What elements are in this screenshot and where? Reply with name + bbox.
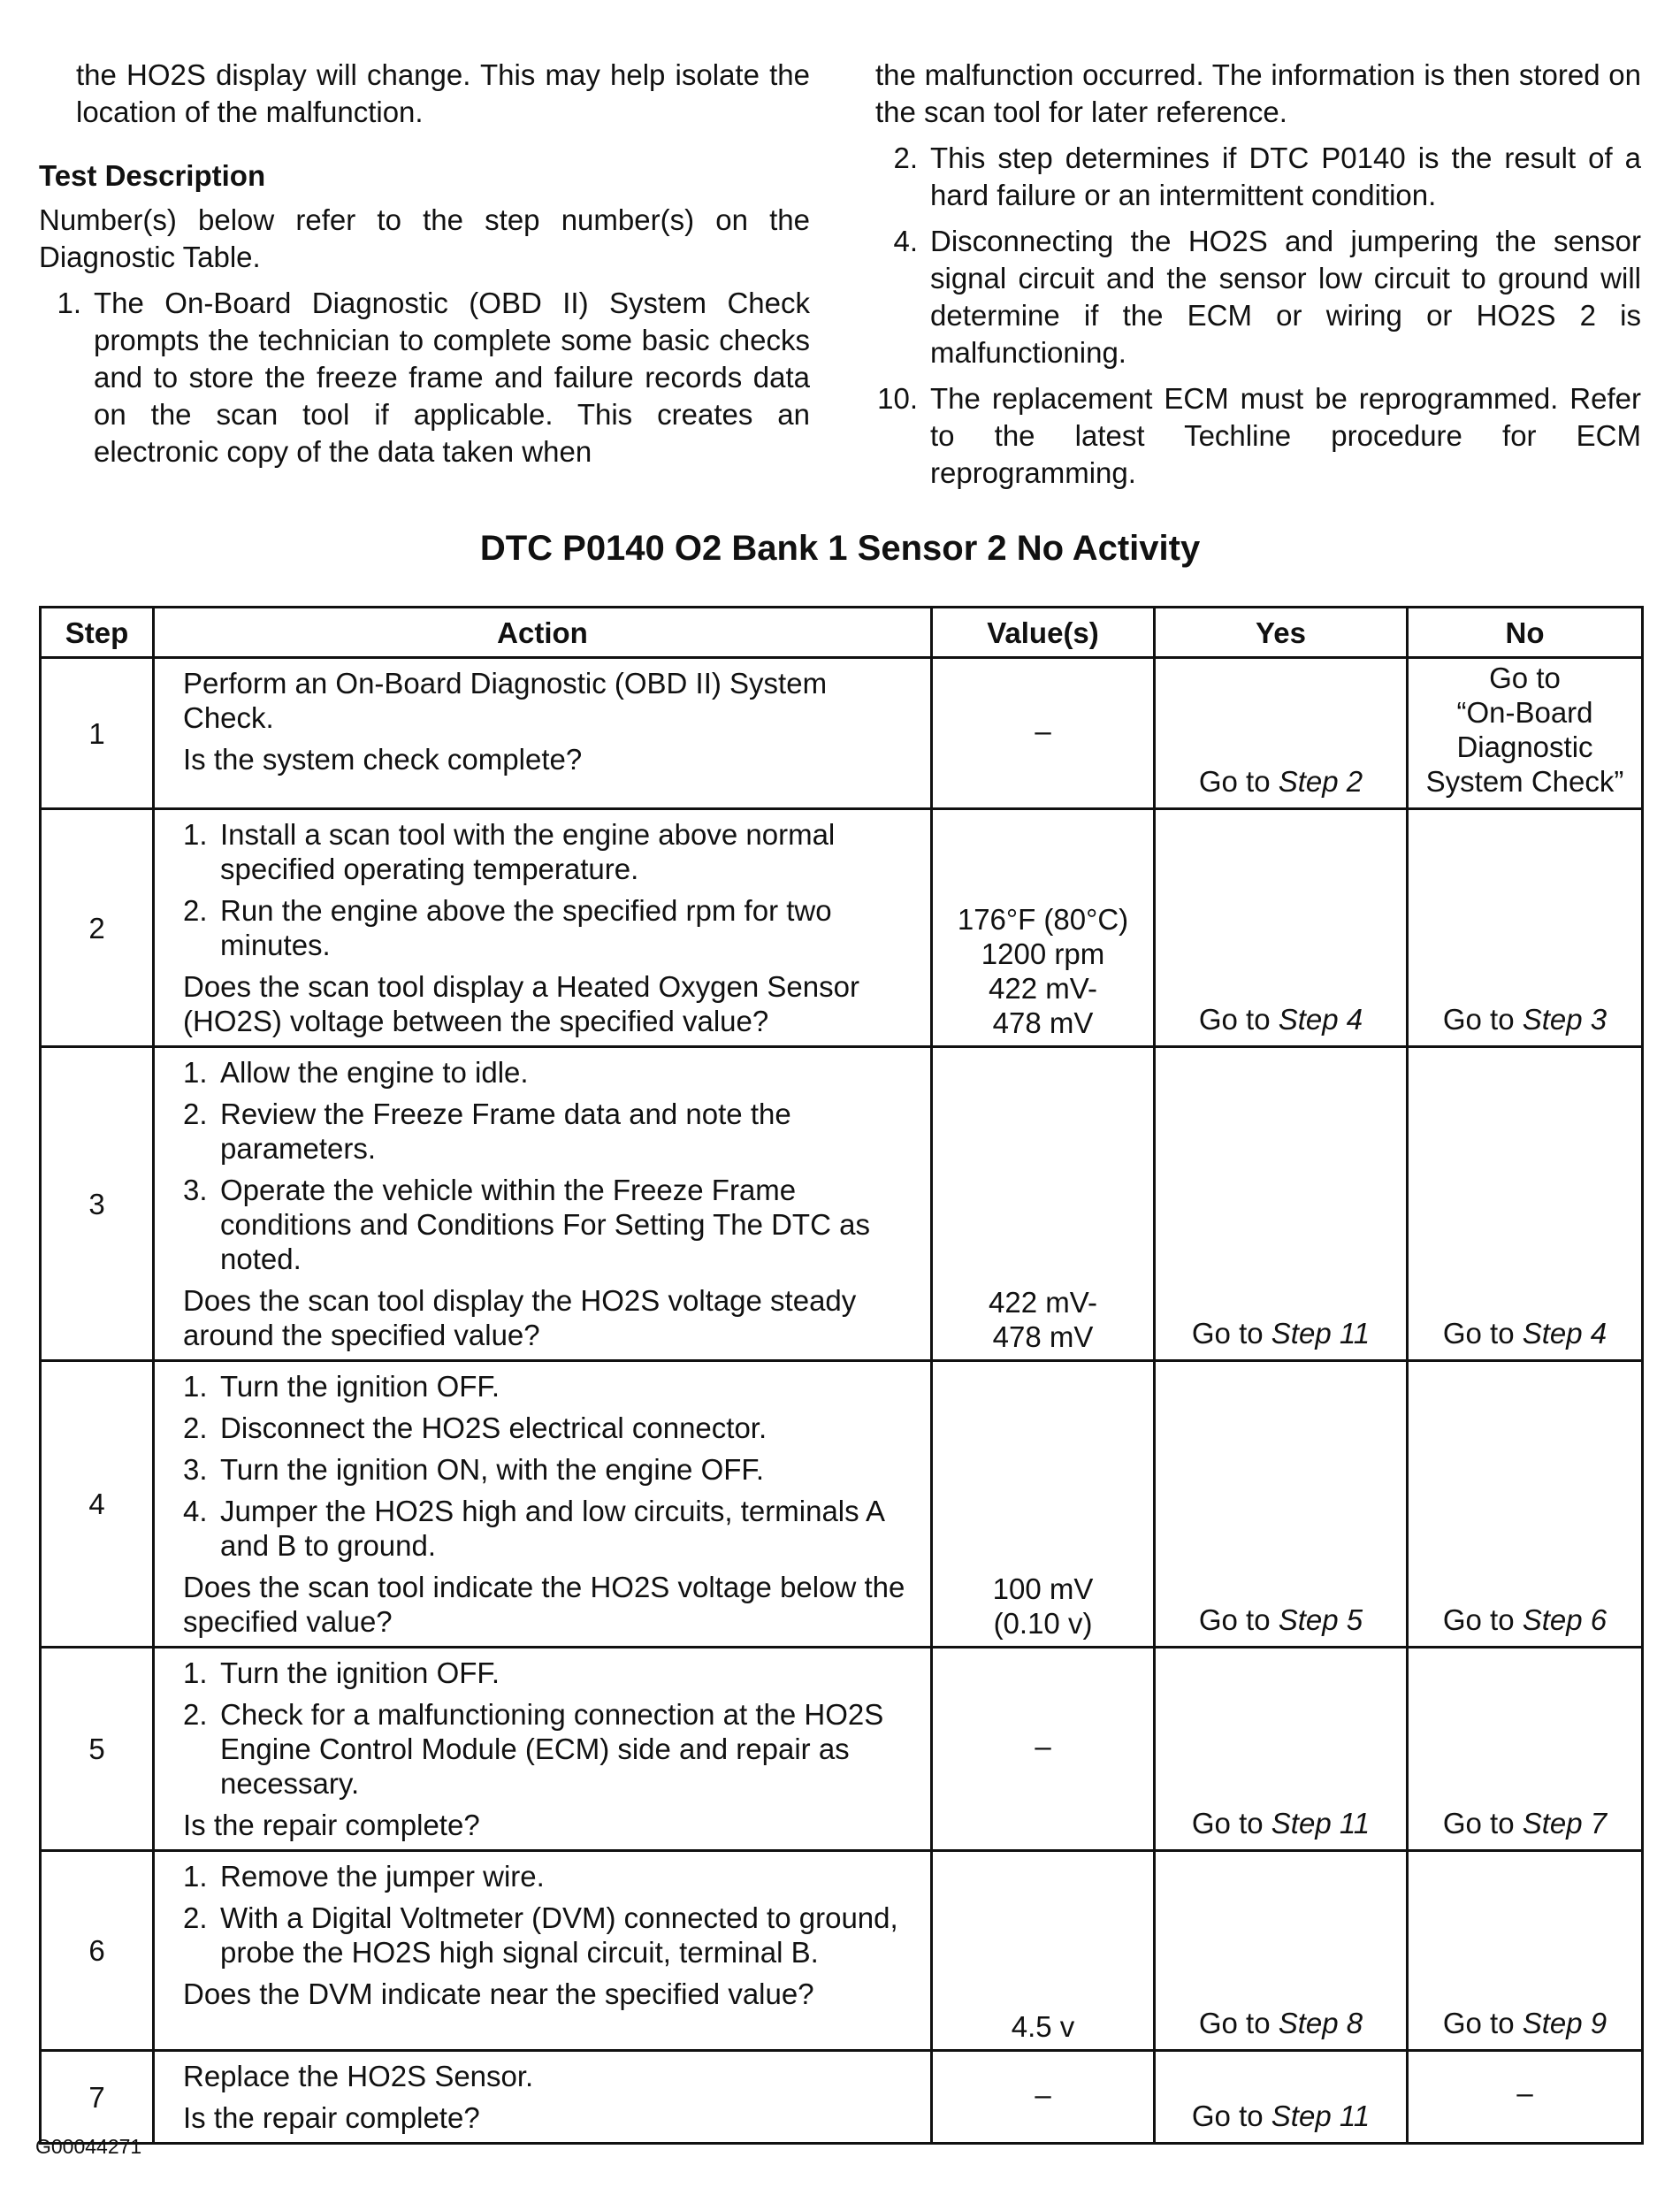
action-steps-list bbox=[183, 1055, 913, 1276]
list-item bbox=[39, 285, 810, 470]
step-word: Step bbox=[1522, 1317, 1583, 1350]
action-step-number: 1. bbox=[183, 818, 208, 851]
step-ref: 11 bbox=[1339, 1807, 1371, 1840]
list-item-number: 10. bbox=[877, 382, 918, 415]
action-steps-list bbox=[183, 2059, 913, 2093]
list-item-text: The On-Board Diagnostic (OBD II) System Check prompts the technician to complete some basic checks and to store the freeze frame and failure records data on the scan tool if applicable. This creates an electronic copy of the data taken when bbox=[94, 287, 810, 468]
value-cell bbox=[932, 2051, 1155, 2144]
yes-cell bbox=[1155, 1648, 1408, 1851]
action-step-number: 1. bbox=[183, 1370, 208, 1403]
no-cell bbox=[1408, 809, 1643, 1047]
action-step bbox=[183, 1859, 913, 1893]
go-to-text: Go to bbox=[1442, 1807, 1515, 1840]
action-step-number: 1. bbox=[183, 1656, 208, 1689]
left-text-column bbox=[39, 57, 810, 479]
yes-cell bbox=[1155, 1851, 1408, 2051]
step-ref: 4 bbox=[1590, 1317, 1607, 1350]
action-step-number: 2. bbox=[183, 1098, 208, 1130]
header-values: Value(s) bbox=[932, 608, 1155, 658]
action-step bbox=[183, 1411, 913, 1445]
step-ref: 5 bbox=[1346, 1603, 1363, 1636]
test-description-paragraph: Number(s) below refer to the step number(s) on the Diagnostic Table. bbox=[39, 203, 810, 273]
header-step: Step bbox=[41, 608, 154, 658]
value-cell bbox=[932, 1047, 1155, 1361]
value-line: – bbox=[1035, 714, 1051, 747]
step-word: Step bbox=[1522, 2007, 1583, 2039]
action-question: Does the scan tool indicate the HO2S voltage below the specified value? bbox=[183, 1571, 905, 1638]
figure-code: G00044271 bbox=[35, 2135, 142, 2158]
value-line: – bbox=[1035, 2077, 1051, 2111]
action-cell bbox=[154, 1047, 932, 1361]
action-step-text: Operate the vehicle within the Freeze Frame conditions and Conditions For Setting The DTC as noted. bbox=[220, 1174, 870, 1275]
step-word: Step bbox=[1278, 1603, 1339, 1636]
action-step-text: Check for a malfunctioning connection at the HO2S Engine Control Module (ECM) side and repair as necessary. bbox=[220, 1698, 884, 1800]
go-to-text: Go to bbox=[1198, 2007, 1271, 2039]
value-cell bbox=[932, 1361, 1155, 1648]
no-cell bbox=[1408, 1047, 1643, 1361]
action-cell bbox=[154, 1361, 932, 1648]
left-intro-paragraph: the HO2S display will change. This may help isolate the location of the malfunction. bbox=[76, 58, 810, 128]
step-word: Step bbox=[1522, 1003, 1583, 1036]
go-to-text: Go to bbox=[1198, 1603, 1271, 1636]
action-step-text: Perform an On-Board Diagnostic (OBD II) System Check. bbox=[183, 667, 828, 734]
step-ref: 6 bbox=[1590, 1603, 1607, 1636]
action-step-text: Install a scan tool with the engine above normal specified operating temperature. bbox=[220, 818, 836, 885]
no-cell bbox=[1408, 1851, 1643, 2051]
value-cell bbox=[932, 1851, 1155, 2051]
list-item-text: The replacement ECM must be reprogrammed. Refer to the latest Techline procedure for ECM reprogramming. bbox=[930, 382, 1641, 489]
step-word: Step bbox=[1271, 1807, 1332, 1840]
step-number: 3 bbox=[41, 1047, 154, 1361]
action-steps-list bbox=[183, 1369, 913, 1563]
step-ref: 3 bbox=[1590, 1003, 1607, 1036]
step-word: Step bbox=[1278, 2007, 1339, 2039]
action-step-number: 1. bbox=[183, 1860, 208, 1893]
step-word: Step bbox=[1278, 765, 1339, 798]
value-line: – bbox=[1035, 1730, 1051, 1763]
action-step-text: With a Digital Voltmeter (DVM) connected to ground, probe the HO2S high signal circuit, terminal B. bbox=[220, 1901, 898, 1969]
no-cell bbox=[1408, 658, 1643, 809]
yes-cell bbox=[1155, 1361, 1408, 1648]
list-item-number: 1. bbox=[57, 287, 81, 319]
yes-cell bbox=[1155, 809, 1408, 1047]
action-step-text: Turn the ignition OFF. bbox=[220, 1370, 500, 1403]
go-to-text: Go to bbox=[1442, 1603, 1515, 1636]
action-step-text: Review the Freeze Frame data and note the parameters. bbox=[220, 1098, 791, 1165]
test-description-heading: Test Description bbox=[39, 159, 266, 192]
action-step-text: Run the engine above the specified rpm for two minutes. bbox=[220, 894, 832, 961]
action-step bbox=[183, 893, 913, 962]
no-line: – bbox=[1516, 2076, 1533, 2109]
table-row bbox=[41, 1648, 1643, 1851]
table-row bbox=[41, 1361, 1643, 1648]
action-question: Does the scan tool display the HO2S voltage steady around the specified value? bbox=[183, 1284, 857, 1351]
header-no: No bbox=[1408, 608, 1643, 658]
action-question: Is the repair complete? bbox=[183, 2101, 480, 2134]
action-step bbox=[183, 1055, 913, 1090]
action-step-number: 1. bbox=[183, 1056, 208, 1089]
value-cell bbox=[932, 809, 1155, 1047]
action-step bbox=[183, 1173, 913, 1276]
action-step-number: 4. bbox=[183, 1495, 208, 1527]
action-step bbox=[183, 666, 913, 735]
no-line: Diagnostic bbox=[1456, 731, 1593, 763]
action-step-text: Turn the ignition OFF. bbox=[220, 1656, 500, 1689]
action-cell bbox=[154, 1851, 932, 2051]
no-line: System Check” bbox=[1425, 765, 1624, 798]
step-ref: 9 bbox=[1590, 2007, 1607, 2039]
left-numbered-list bbox=[39, 285, 810, 470]
action-step-text: Disconnect the HO2S electrical connector. bbox=[220, 1411, 767, 1444]
action-step bbox=[183, 1494, 913, 1563]
table-body bbox=[41, 658, 1643, 2144]
table-row bbox=[41, 809, 1643, 1047]
action-step bbox=[183, 1369, 913, 1404]
step-ref: 11 bbox=[1339, 2100, 1371, 2132]
yes-cell bbox=[1155, 1047, 1408, 1361]
action-step-text: Allow the engine to idle. bbox=[220, 1056, 529, 1089]
step-word: Step bbox=[1271, 1317, 1332, 1350]
value-cell bbox=[932, 658, 1155, 809]
table-title: DTC P0140 O2 Bank 1 Sensor 2 No Activity bbox=[479, 529, 1201, 568]
no-line: Go to bbox=[1489, 662, 1561, 694]
action-step-number: 2. bbox=[183, 894, 208, 927]
yes-cell bbox=[1155, 2051, 1408, 2144]
list-item-text: Disconnecting the HO2S and jumpering the sensor signal circuit and the sensor low circuit to ground will determine if the ECM or wiring or HO2S 2 is malfunctioning. bbox=[930, 225, 1641, 369]
step-number: 6 bbox=[41, 1851, 154, 2051]
action-steps-list bbox=[183, 817, 913, 962]
action-step-text: Replace the HO2S Sensor. bbox=[183, 2060, 534, 2092]
action-cell bbox=[154, 658, 932, 809]
yes-cell bbox=[1155, 658, 1408, 809]
list-item bbox=[875, 140, 1641, 214]
step-ref: 2 bbox=[1346, 765, 1363, 798]
action-cell bbox=[154, 2051, 932, 2144]
value-line: 176°F (80°C) bbox=[957, 903, 1129, 936]
go-to-text: Go to bbox=[1442, 2007, 1515, 2039]
action-cell bbox=[154, 809, 932, 1047]
step-ref: 8 bbox=[1346, 2007, 1363, 2039]
right-intro-paragraph: the malfunction occurred. The information is then stored on the scan tool for later reference. bbox=[875, 58, 1641, 128]
table-header-row bbox=[41, 608, 1643, 658]
go-to-text: Go to bbox=[1191, 1807, 1264, 1840]
action-question: Is the system check complete? bbox=[183, 743, 583, 776]
diagnostic-table bbox=[39, 606, 1644, 2145]
step-ref: 7 bbox=[1590, 1807, 1607, 1840]
right-text-column bbox=[875, 57, 1641, 501]
list-item-number: 2. bbox=[893, 142, 918, 174]
right-numbered-list bbox=[875, 140, 1641, 492]
value-line: (0.10 v) bbox=[993, 1607, 1093, 1640]
value-cell bbox=[932, 1648, 1155, 1851]
action-step-number: 2. bbox=[183, 1411, 208, 1444]
table-row bbox=[41, 1851, 1643, 2051]
step-word: Step bbox=[1271, 2100, 1332, 2132]
action-steps-list bbox=[183, 1859, 913, 1970]
step-number: 5 bbox=[41, 1648, 154, 1851]
go-to-text: Go to bbox=[1198, 765, 1271, 798]
step-number: 2 bbox=[41, 809, 154, 1047]
list-item bbox=[875, 223, 1641, 371]
action-question: Does the DVM indicate near the specified value? bbox=[183, 1977, 814, 2010]
action-step bbox=[183, 1697, 913, 1801]
go-to-text: Go to bbox=[1191, 1317, 1264, 1350]
step-ref: 11 bbox=[1339, 1317, 1371, 1350]
list-item-text: This step determines if DTC P0140 is the result of a hard failure or an intermittent condition. bbox=[930, 142, 1641, 211]
action-step bbox=[183, 1097, 913, 1166]
action-step-text: Remove the jumper wire. bbox=[220, 1860, 545, 1893]
value-line: 100 mV bbox=[992, 1572, 1094, 1605]
step-number: 4 bbox=[41, 1361, 154, 1648]
table-row bbox=[41, 658, 1643, 809]
step-number: 1 bbox=[41, 658, 154, 809]
action-step bbox=[183, 2059, 913, 2093]
value-line: 422 mV- bbox=[989, 1286, 1097, 1319]
list-item bbox=[875, 380, 1641, 492]
table-row bbox=[41, 2051, 1643, 2144]
value-line: 478 mV bbox=[992, 1320, 1094, 1353]
action-step bbox=[183, 1901, 913, 1970]
value-line: 1200 rpm bbox=[981, 937, 1105, 970]
action-step-number: 2. bbox=[183, 1698, 208, 1731]
step-word: Step bbox=[1278, 1003, 1339, 1036]
action-step bbox=[183, 1656, 913, 1690]
action-step bbox=[183, 817, 913, 886]
action-question: Is the repair complete? bbox=[183, 1809, 480, 1841]
step-ref: 4 bbox=[1346, 1003, 1363, 1036]
value-line: 422 mV- bbox=[989, 972, 1097, 1005]
go-to-text: Go to bbox=[1442, 1003, 1515, 1036]
action-steps-list bbox=[183, 1656, 913, 1801]
value-line: 4.5 v bbox=[1011, 2010, 1075, 2043]
header-yes: Yes bbox=[1155, 608, 1408, 658]
value-line: 478 mV bbox=[992, 1006, 1094, 1039]
action-step-number: 2. bbox=[183, 1901, 208, 1934]
table-row bbox=[41, 1047, 1643, 1361]
action-steps-list bbox=[183, 666, 913, 735]
action-step-number: 3. bbox=[183, 1174, 208, 1206]
no-cell bbox=[1408, 1361, 1643, 1648]
action-question: Does the scan tool display a Heated Oxygen Sensor (HO2S) voltage between the specified value? bbox=[183, 970, 859, 1037]
go-to-text: Go to bbox=[1198, 1003, 1271, 1036]
action-cell bbox=[154, 1648, 932, 1851]
step-word: Step bbox=[1522, 1603, 1583, 1636]
no-cell bbox=[1408, 2051, 1643, 2144]
action-step-number: 3. bbox=[183, 1453, 208, 1486]
action-step-text: Jumper the HO2S high and low circuits, terminals A and B to ground. bbox=[220, 1495, 884, 1562]
go-to-text: Go to bbox=[1191, 2100, 1264, 2132]
header-action: Action bbox=[154, 608, 932, 658]
action-step-text: Turn the ignition ON, with the engine OFF. bbox=[220, 1453, 765, 1486]
no-cell bbox=[1408, 1648, 1643, 1851]
step-number: 7 bbox=[41, 2051, 154, 2144]
no-line: “On-Board bbox=[1456, 696, 1593, 729]
step-word: Step bbox=[1522, 1807, 1583, 1840]
list-item-number: 4. bbox=[893, 225, 918, 257]
action-step bbox=[183, 1452, 913, 1487]
go-to-text: Go to bbox=[1442, 1317, 1515, 1350]
